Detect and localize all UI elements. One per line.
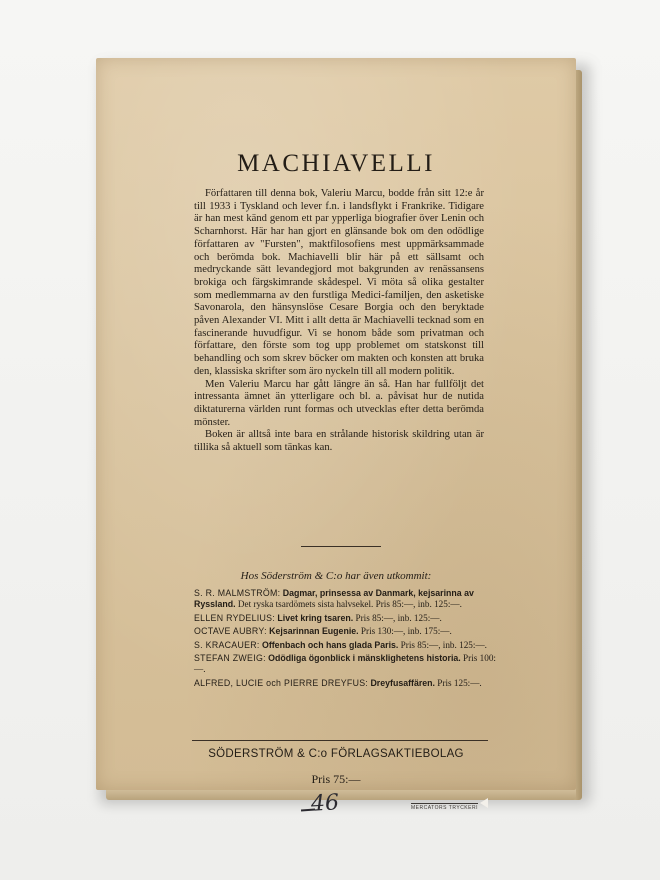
book-list-title: Livet kring tsaren. bbox=[277, 612, 354, 623]
blurb-paragraph: Boken är alltså inte bara en strålande historisk skildring utan är tillika så aktuell som tänkas kan. bbox=[194, 429, 484, 454]
book-price-note: Pris 85:—, inb. 125:—. bbox=[355, 612, 442, 623]
list-item bbox=[194, 626, 496, 637]
price-label: Pris 75:— bbox=[311, 772, 361, 786]
printer-stamp: MERCATORS TRYCKERI bbox=[411, 805, 478, 811]
blurb-paragraph: Författaren till denna bok, Valeriu Marcu, bodde från sitt 12:e år till 1933 i Tyskland och lever f.n. i landsflykt i Frankrike. Tidigare är han mest känd genom ett par ypperliga biografier över Lenin och Scharnhorst. Här har han gjort en glänsande bok om den odödlige författaren av "Fursten", maktfilosofiens mest uppmärksammade och berömda bok. Machiavelli blir här på ett sällsamt och medryckande sätt levandegjord mot bakgrunden av renässansens brokiga och färgskimrande skådespel. Vi möta så olika gestalter som medlemmarna av den furstliga Medici-familjen, den asketiske Savonarola, den hänsynslöse Cesare Borgia och den beryktade påven Alexander VI. Mitt i allt detta är Machiavelli tecknad som en fascinerande huvudfigur. Vi se honom både som privatman och författare, den förste som tog upp problemet om statskonst till behandling och som skrev böcker om makten och konsten att bruka den, klassiska skrifter som äro nyckeln till all modern politik. bbox=[194, 188, 484, 377]
book-author: S. R. MALMSTRÖM: bbox=[194, 588, 281, 598]
list-item bbox=[194, 653, 496, 675]
book-list-title: Dagmar, prinsessa av Danmark, kejsarinna av Ryssland. bbox=[194, 588, 474, 609]
book-list-title: Kejsarinnan Eugenie. bbox=[269, 626, 359, 636]
list-item bbox=[194, 613, 496, 624]
book-list-title: Offenbach och hans glada Paris. bbox=[261, 639, 399, 650]
publisher-name: SÖDERSTRÖM & C:o FÖRLAGSAKTIEBOLAG bbox=[208, 748, 464, 760]
book-list-title: Odödliga ögonblick i mänsklighetens historia. bbox=[268, 653, 461, 663]
book-list-title: Dreyfusaffären. bbox=[370, 677, 435, 688]
book-price-note: Pris 100:—. bbox=[194, 653, 496, 674]
book-title: MACHIAVELLI bbox=[237, 150, 435, 177]
book-list bbox=[194, 588, 496, 691]
book-blurb bbox=[194, 188, 484, 455]
also-published-heading: Hos Söderström & C:o har även utkommit: bbox=[240, 570, 432, 582]
book-price-note: Pris 125:—. bbox=[437, 677, 482, 688]
book-author: S. KRACAUER: bbox=[194, 639, 260, 650]
book-price-note: Det ryska tsardömets sista halvsekel. Pris 85:—, inb. 125:—. bbox=[237, 599, 462, 609]
list-item bbox=[194, 678, 496, 689]
list-item bbox=[194, 588, 496, 610]
blurb-paragraph: Men Valeriu Marcu har gått längre än så. Han har fullföljt det intressanta ämnet än ytterligare och bl. a. påvisat hur de nutida diktaturerna världen runt formas och utvecklas efter detta berömda mönster. bbox=[194, 378, 484, 428]
list-item bbox=[194, 640, 496, 651]
book-author: OCTAVE AUBRY: bbox=[194, 626, 267, 636]
book-author: ELLEN RYDELIUS: bbox=[194, 612, 276, 623]
book-author: STEFAN ZWEIG: bbox=[194, 653, 266, 663]
price-tag-arrow-icon bbox=[480, 798, 488, 808]
divider bbox=[301, 546, 381, 547]
book-author: ALFRED, LUCIE och PIERRE DREYFUS: bbox=[194, 677, 369, 688]
book-price-note: Pris 130:—, inb. 175:—. bbox=[360, 626, 452, 636]
book-price-note: Pris 85:—, inb. 125:—. bbox=[400, 639, 487, 650]
handwritten-price: 46 bbox=[310, 790, 340, 817]
divider bbox=[192, 740, 488, 741]
book-back-cover bbox=[96, 58, 576, 817]
